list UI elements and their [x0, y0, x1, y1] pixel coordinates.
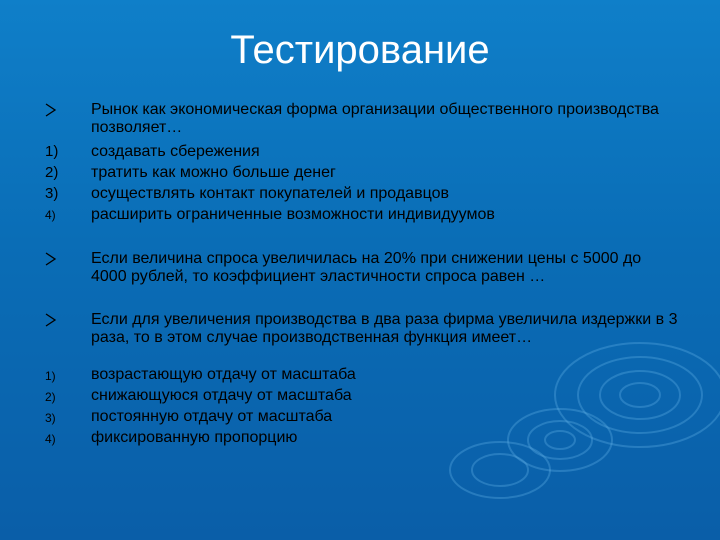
question-1-text: Рынок как экономическая форма организации общественного производства позволяет…: [91, 101, 659, 136]
option-text: расширить ограниченные возможности индивидуумов: [91, 206, 495, 223]
option-text: осуществлять контакт покупателей и продавцов: [91, 185, 449, 202]
option-marker: 4): [45, 208, 56, 222]
option-text: возрастающую отдачу от масштаба: [91, 366, 356, 383]
option-text: тратить как можно больше денег: [91, 164, 336, 181]
option-marker: 2): [45, 164, 59, 181]
page-title: Тестирование: [230, 28, 490, 72]
option-text: снижающуюся отдачу от масштаба: [91, 387, 352, 404]
option-marker: 3): [45, 185, 59, 202]
arrow-bullet-icon: [45, 313, 57, 327]
option-text: фиксированную пропорцию: [91, 429, 298, 446]
option-text: создавать сбережения: [91, 143, 260, 160]
option-text: постоянную отдачу от масштаба: [91, 408, 333, 425]
question-2-text: Если величина спроса увеличилась на 20% при снижении цены с 5000 до 4000 рублей, то коэффициент эластичности спроса равен …: [91, 250, 642, 285]
question-3-text: Если для увеличения производства в два раза фирма увеличила издержки в 3 раза, то в этом случае производственная функция имеет…: [91, 311, 678, 346]
arrow-bullet-icon: [45, 252, 57, 266]
arrow-bullet-icon: [45, 103, 57, 117]
option-marker: 4): [45, 432, 56, 446]
option-marker: 1): [45, 369, 56, 383]
option-marker: 3): [45, 411, 56, 425]
option-marker: 2): [45, 390, 56, 404]
option-marker: 1): [45, 143, 59, 160]
